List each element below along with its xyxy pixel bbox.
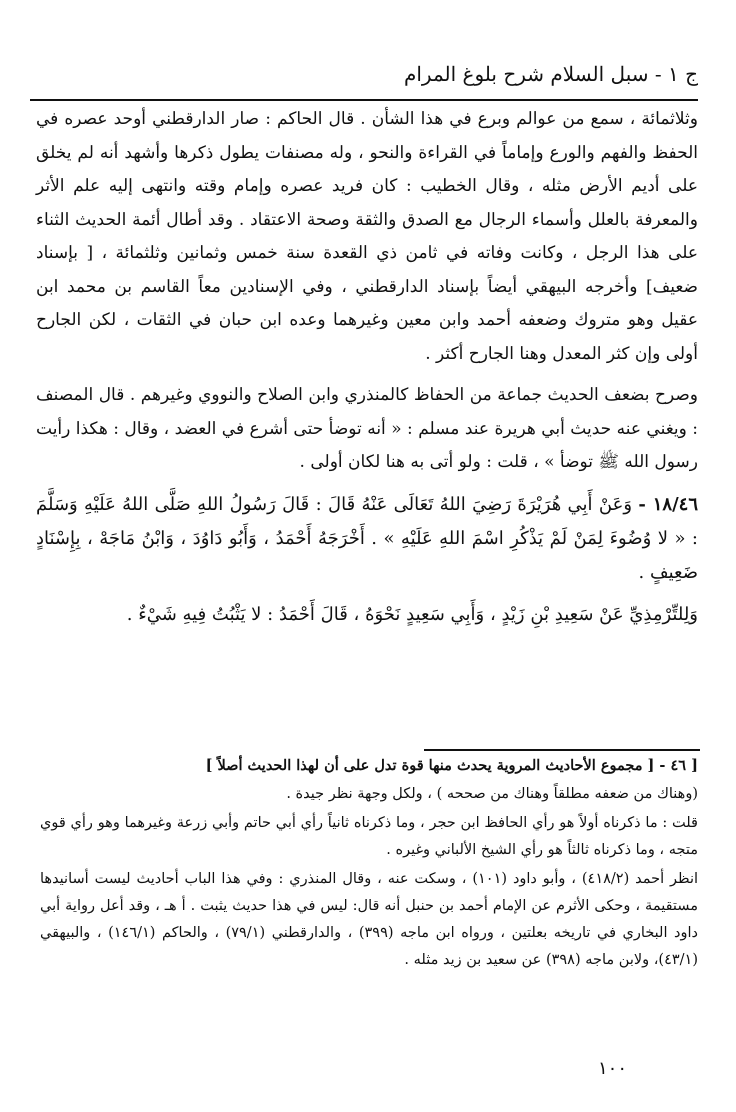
footnote-line-3: انظر أحمد (٤١٨/٢) ، وأبو داود (١٠١) ، وسكت عنه ، وقال المنذري : وفي هذا الباب أحاديث ليست أسانيدها مستقيمة ، وحكى الأثرم عن الإمام أحمد بن حنبل أنه قال: ليس في هذا حديث يثبت . أ هـ ، وقد أعل رواية أبي داود البخاري في تاريخه بعلتين ، ورواه ابن ماجه (٣٩٩) ، والدارقطني (٧٩/١) ، والحاكم (١٤٦/١) ، والبيهقي (٤٣/١)، ولابن ماجه (٣٩٨) عن سعيد بن زيد مثله . — [40, 871, 699, 968]
hadith-text: وَعَنْ أَبِي هُرَيْرَةَ رَضِيَ اللهُ تَعَالَى عَنْهُ قَالَ : قَالَ رَسُولُ اللهِ صَلَّى اللهُ عَلَيْهِ وَسَلَّمَ : « لا وُضُوءَ لِمَنْ لَمْ يَذْكُرِ اسْمَ اللهِ عَلَيْهِ » . أَخْرَجَهُ أَحْمَدُ ، وَأَبُو دَاوُدَ ، وَابْنُ مَاجَهْ ، بِإِسْنَادٍ ضَعِيفٍ . — [36, 493, 698, 583]
commentary-paragraph-2: وصرح بضعف الحديث جماعة من الحفاظ كالمنذري وابن الصلاح والنووي وغيرهم . قال المصنف : ويغني عنه حديث أبي هريرة عند مسلم : « أنه توضأ حتى أشرع في العضد ، وقال : هكذا رأيت رسول الله ﷺ توضأ » ، قلت : ولو أتى به هنا لكان أولى . — [36, 385, 698, 472]
footnotes — [40, 752, 698, 974]
footnote-heading: [ ٤٦ - [ مجموع الأحاديث المروية يحدث منها قوة تدل على أن لهذا الحديث أصلاً ] — [205, 757, 698, 774]
header-title: ج ١ - سبل السلام شرح بلوغ المرام — [403, 62, 698, 86]
header-rule — [30, 99, 698, 101]
footnote-line-1: (وهناك من ضعفه مطلقاً وهناك من صححه ) ، ولكل وجهة نظر جيدة . — [286, 786, 698, 802]
hadith-number: ١٨/٤٦ - — [638, 493, 698, 515]
main-text — [36, 103, 698, 632]
running-header — [30, 58, 698, 98]
commentary-paragraph-1: وثلاثمائة ، سمع من عوالم وبرع في هذا الشأن . قال الحاكم : صار الدارقطني أوحد عصره في الحفظ والفهم والورع وإماماً في القراءة والنحو ، وله مصنفات يطول ذكرها وأشهد أنه لم يخلق على أديم الأرض مثله ، وقال الخطيب : كان فريد عصره وإمام وقته وانتهى إليه علم الأثر والمعرفة بالعلل وأسماء الرجال مع الصدق والثقة وصحة الاعتقاد . وقد أطال أئمة الحديث الثناء على هذا الرجل ، وكانت وفاته في ثامن ذي القعدة سنة خمس وثمانين وثلثمائة ، [ بإسناد ضعيف] وأخرجه البيهقي أيضاً بإسناد الدارقطني ، وفي الإسنادين معاً القاسم بن محمد ابن عقيل وهو متروك وضعفه أحمد وابن معين وغيرهما وعده ابن حبان في الثقات ، لكن الجارح أولى وإن كثر المعدل وهنا الجارح أكثر . — [36, 109, 698, 364]
hadith-paragraph — [36, 488, 698, 590]
footnote-rule — [424, 749, 700, 751]
hadith-tail: وَلِلتِّرْمِذِيِّ عَنْ سَعِيدِ بْنِ زَيْدٍ ، وَأَبِي سَعِيدٍ نَحْوَهُ ، قَالَ أَحْمَدُ : لا يَثْبُتُ فِيهِ شَيْءٌ . — [126, 603, 698, 625]
page-number: ١٠٠ — [598, 1058, 628, 1079]
footnote-line-2: قلت : ما ذكرناه أولاً هو رأي الحافظ ابن حجر ، وما ذكرناه ثانياً رأي أبي حاتم وأبي زرعة وغيرهما وهو رأي قوي متجه ، وما ذكرناه ثالثاً هو رأي الشيخ الألباني وغيره . — [40, 815, 698, 858]
